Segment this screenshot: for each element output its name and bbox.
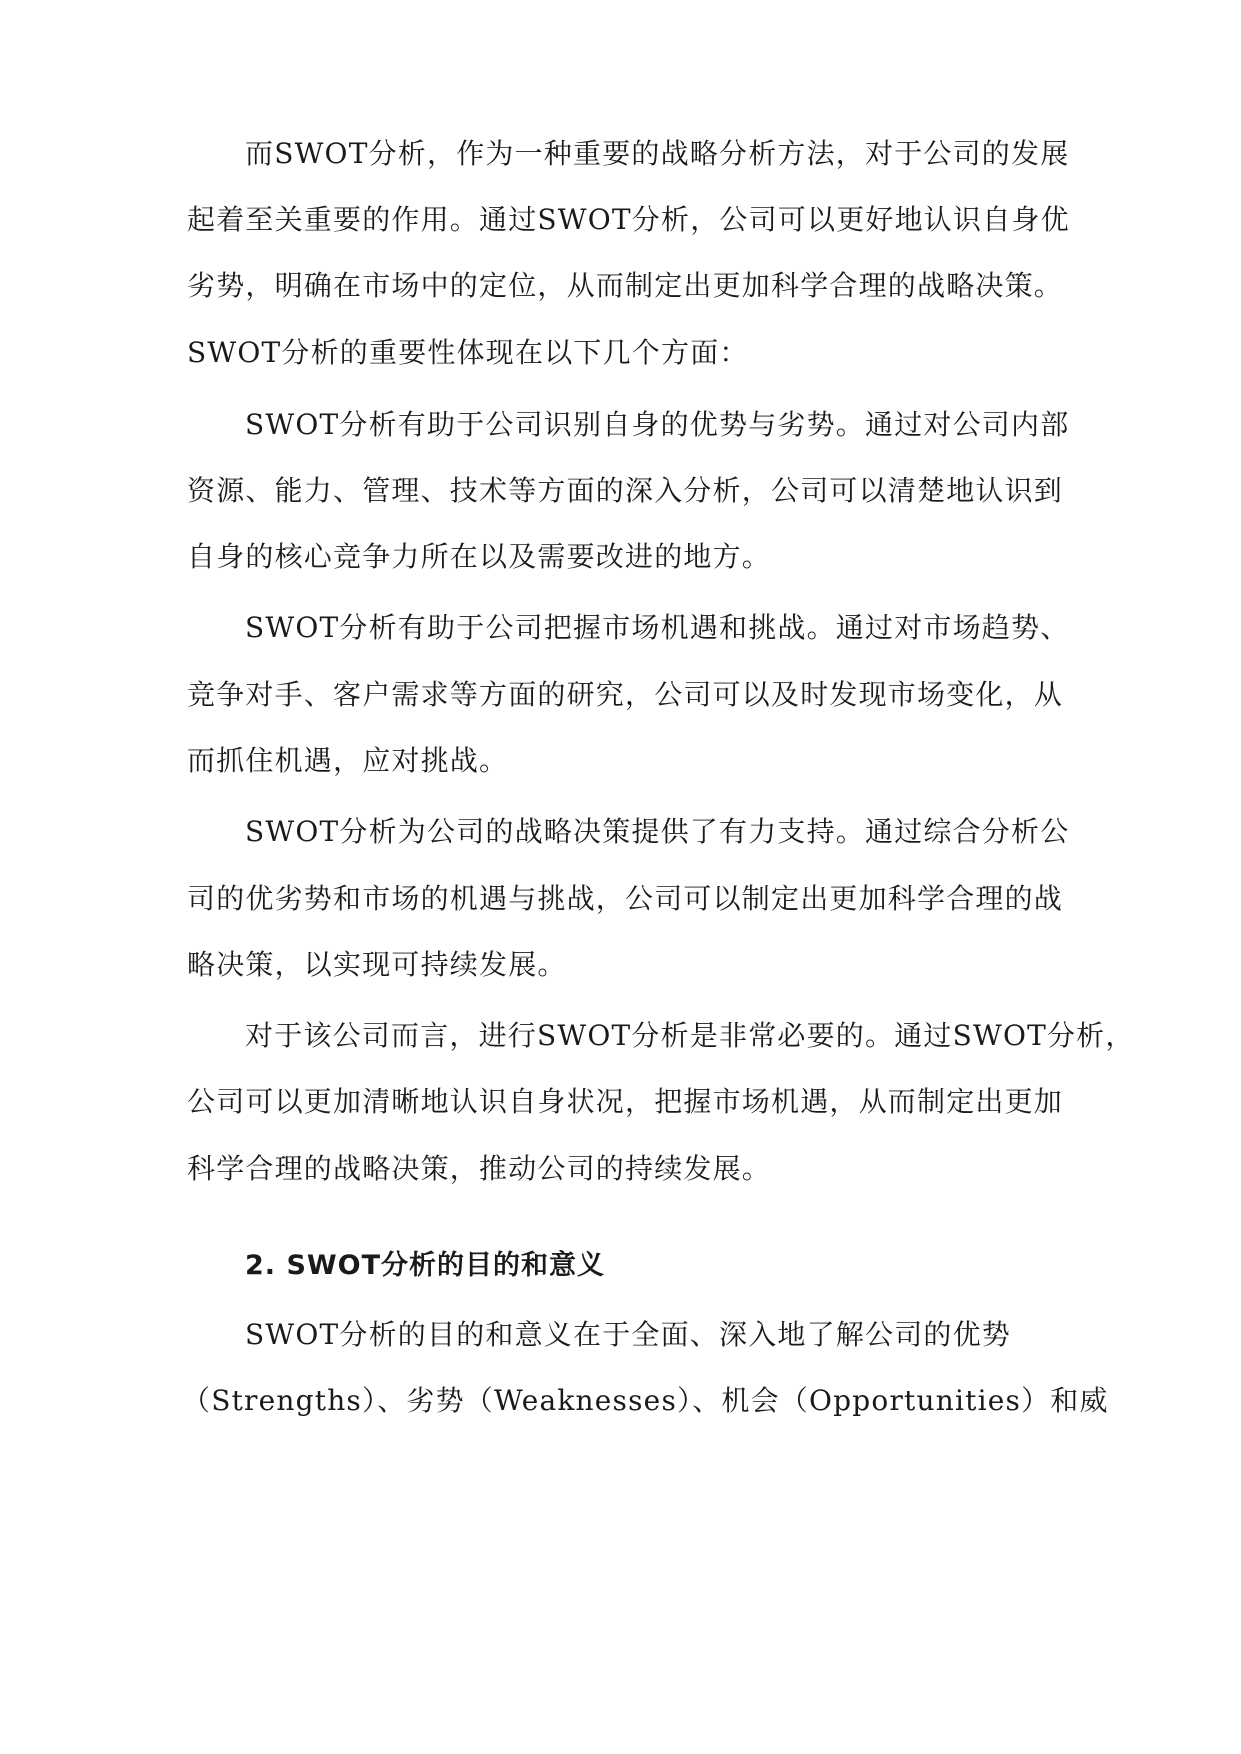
paragraph-1-line-1: 而SWOT分析，作为一种重要的战略分析方法，对于公司的发展 [245,137,1070,170]
paragraph-4-line-1: SWOT分析为公司的战略决策提供了有力支持。通过综合分析公 [245,815,1070,848]
paragraph-5-line-3: 科学合理的战略决策，推动公司的持续发展。 [187,1152,772,1185]
paragraph-3-line-1: SWOT分析有助于公司把握市场机遇和挑战。通过对市场趋势、 [245,611,1070,644]
paragraph-3-line-3: 而抓住机遇，应对挑战。 [187,744,509,777]
paragraph-5-line-2: 公司可以更加清晰地认识自身状况，把握市场机遇，从而制定出更加 [187,1085,1064,1118]
section-paragraph-line-2: （Strengths）、劣势（Weaknesses）、机会（Opportunities）和威 [182,1384,1109,1417]
paragraph-5-line-1: 对于该公司而言，进行SWOT分析是非常必要的。通过SWOT分析， [245,1019,1135,1052]
section-paragraph-line-1: SWOT分析的目的和意义在于全面、深入地了解公司的优势 [245,1318,1011,1351]
paragraph-1-line-4: SWOT分析的重要性体现在以下几个方面： [187,336,749,369]
paragraph-1-line-2: 起着至关重要的作用。通过SWOT分析，公司可以更好地认识自身优 [187,203,1070,236]
paragraph-3-line-2: 竞争对手、客户需求等方面的研究，公司可以及时发现市场变化，从 [187,678,1064,711]
paragraph-2-line-2: 资源、能力、管理、技术等方面的深入分析，公司可以清楚地认识到 [187,474,1064,507]
paragraph-4-line-2: 司的优劣势和市场的机遇与挑战，公司可以制定出更加科学合理的战 [187,882,1064,915]
paragraph-2-line-1: SWOT分析有助于公司识别自身的优势与劣势。通过对公司内部 [245,408,1070,441]
paragraph-2-line-3: 自身的核心竞争力所在以及需要改进的地方。 [187,540,772,573]
paragraph-4-line-3: 略决策，以实现可持续发展。 [187,948,567,981]
section-heading: 2. SWOT分析的目的和意义 [245,1250,606,1281]
paragraph-1-line-3: 劣势，明确在市场中的定位，从而制定出更加科学合理的战略决策。 [187,269,1064,302]
